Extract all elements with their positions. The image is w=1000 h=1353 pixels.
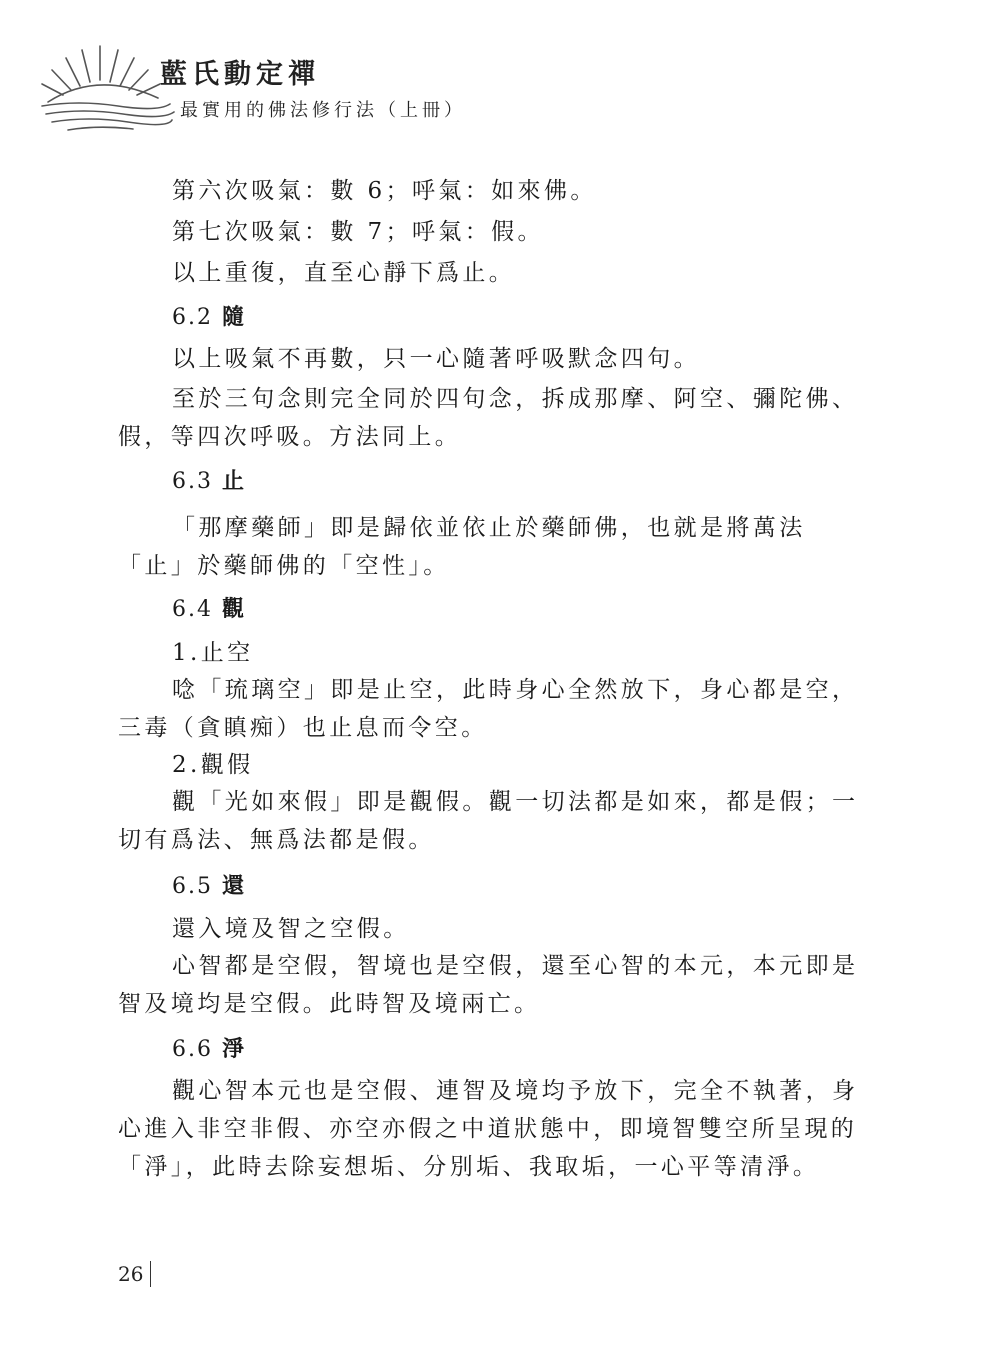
- text-line: 第七次吸氣：數 7；呼氣：假。: [172, 219, 544, 245]
- section-title: 淨: [222, 1036, 247, 1062]
- section-heading-6-6: [172, 1034, 246, 1065]
- section-heading-6-4: [172, 594, 246, 625]
- section-title: 還: [222, 873, 247, 899]
- section-title: 止: [222, 468, 247, 494]
- section-number: 6.6: [172, 1037, 213, 1062]
- section-number: 6.5: [172, 874, 213, 899]
- section-number: 6.3: [172, 469, 213, 494]
- book-subtitle: 最實用的佛法修行法（上冊）: [180, 100, 466, 121]
- section-heading-6-3: [172, 466, 246, 497]
- page-number: 26: [118, 1262, 144, 1286]
- section-number: 6.4: [172, 597, 213, 622]
- paragraph: 還入境及智之空假。: [172, 916, 410, 942]
- text-line: 第六次吸氣：數 6；呼氣：如來佛。: [172, 178, 597, 204]
- subheading: 1.止空: [172, 640, 254, 666]
- section-heading-6-2: [172, 302, 246, 333]
- running-header: [0, 0, 1000, 140]
- paragraph: 「那摩藥師」即是歸依並依止於藥師佛，也就是將萬法「止」於藥師佛的「空性」。: [118, 515, 806, 579]
- book-title: 藍氏動定禪: [160, 59, 320, 90]
- section-title: 觀: [222, 596, 247, 622]
- section-title: 隨: [222, 304, 247, 330]
- section-number: 6.2: [172, 305, 213, 330]
- paragraph: 以上吸氣不再數，只一心隨著呼吸默念四句。: [172, 346, 700, 372]
- paragraph: 至於三句念則完全同於四句念，拆成那摩、阿空、彌陀佛、假，等四次呼吸。方法同上。: [118, 386, 859, 450]
- sunrise-over-water-icon: [38, 40, 178, 135]
- folio-divider: [150, 1261, 151, 1287]
- section-heading-6-5: [172, 871, 246, 902]
- paragraph: 觀心智本元也是空假、連智及境均予放下，完全不執著，身心進入非空非假、亦空亦假之中道狀態中，即境智雙空所呈現的「淨」，此時去除妄想垢、分別垢、我取垢，一心平等清淨。: [118, 1078, 859, 1180]
- paragraph: 唸「琉璃空」即是止空，此時身心全然放下，身心都是空，三毒（貪瞋痴）也止息而令空。: [118, 677, 859, 741]
- paragraph: 觀「光如來假」即是觀假。觀一切法都是如來，都是假；一切有爲法、無爲法都是假。: [118, 789, 859, 853]
- paragraph: 心智都是空假，智境也是空假，還至心智的本元，本元即是智及境均是空假。此時智及境兩亡。: [118, 953, 859, 1017]
- text-line: 以上重復，直至心靜下爲止。: [172, 260, 516, 286]
- subheading: 2.觀假: [172, 752, 254, 778]
